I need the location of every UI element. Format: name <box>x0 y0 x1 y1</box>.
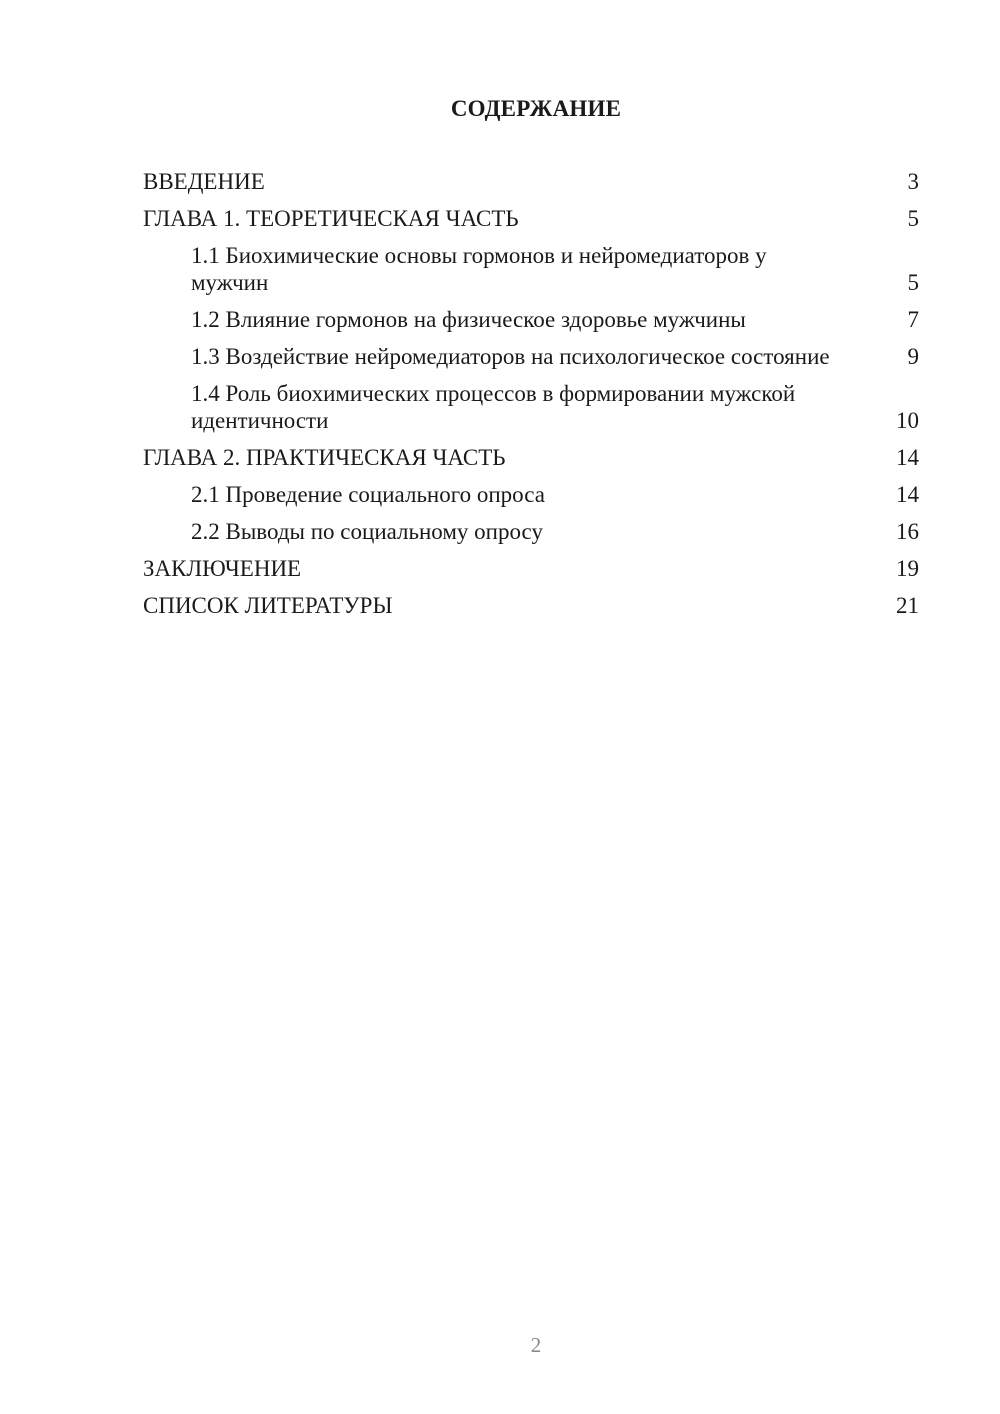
toc-entry-title: 1.2 Влияние гормонов на физическое здоровье мужчины <box>191 307 746 332</box>
toc-entry-section-1-3[interactable] <box>143 343 919 370</box>
toc-entry-page: 5 <box>907 270 919 295</box>
toc-entry-section-1-1[interactable] <box>143 242 919 296</box>
toc-entry-page: 16 <box>896 519 919 544</box>
toc-entry-conclusion[interactable] <box>143 555 919 582</box>
toc-entry-title: 2.2 Выводы по социальному опросу <box>191 519 543 544</box>
toc-entry-page: 5 <box>907 206 919 231</box>
toc-entry-title: 1.1 Биохимические основы гормонов и нейромедиаторов у мужчин <box>191 243 767 295</box>
toc-entry-chapter-1[interactable] <box>143 205 919 232</box>
toc-entry-page: 19 <box>896 556 919 581</box>
table-of-contents <box>143 168 919 629</box>
toc-entry-title: ВВЕДЕНИЕ <box>143 169 265 194</box>
toc-entry-page: 21 <box>896 593 919 618</box>
toc-entry-section-1-2[interactable] <box>143 306 919 333</box>
toc-entry-title: ГЛАВА 2. ПРАКТИЧЕСКАЯ ЧАСТЬ <box>143 445 506 470</box>
toc-entry-page: 14 <box>896 482 919 507</box>
toc-entry-title: 1.3 Воздействие нейромедиаторов на психологическое состояние <box>191 344 830 369</box>
toc-entry-title: 1.4 Роль биохимических процессов в формировании мужской идентичности <box>191 381 796 433</box>
toc-entry-page: 3 <box>907 169 919 194</box>
toc-entry-title: 2.1 Проведение социального опроса <box>191 482 545 507</box>
toc-entry-page: 14 <box>896 445 919 470</box>
toc-entry-section-1-4[interactable] <box>143 380 919 434</box>
toc-entry-introduction[interactable] <box>143 168 919 195</box>
toc-entry-section-2-1[interactable] <box>143 481 919 508</box>
toc-entry-title: ГЛАВА 1. ТЕОРЕТИЧЕСКАЯ ЧАСТЬ <box>143 206 519 231</box>
toc-entry-page: 7 <box>907 307 919 332</box>
toc-heading: СОДЕРЖАНИЕ <box>450 96 622 121</box>
toc-entry-title: СПИСОК ЛИТЕРАТУРЫ <box>143 593 393 618</box>
toc-entry-references[interactable] <box>143 592 919 619</box>
toc-entry-page: 9 <box>907 344 919 369</box>
toc-entry-title: ЗАКЛЮЧЕНИЕ <box>143 556 302 581</box>
toc-entry-chapter-2[interactable] <box>143 444 919 471</box>
toc-entry-page: 10 <box>896 408 919 433</box>
page-number: 2 <box>530 1333 542 1357</box>
toc-entry-section-2-2[interactable] <box>143 518 919 545</box>
